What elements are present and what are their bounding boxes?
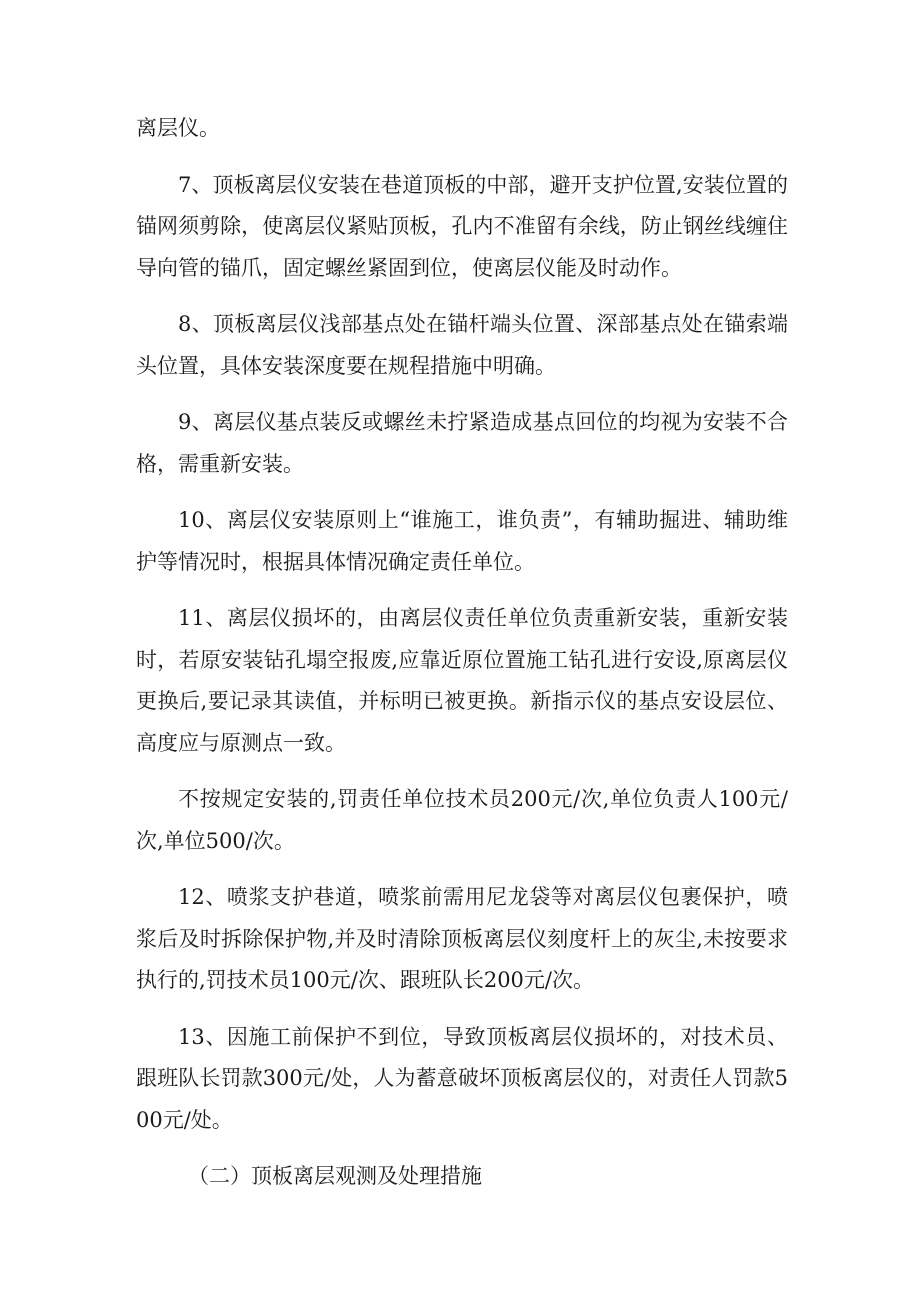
paragraph-continuation: 离层仪。 xyxy=(136,116,220,140)
paragraph-item-10: 10、离层仪安装原则上“谁施工，谁负责”，有辅助掘进、辅助维护等情况时，根据具体情况确定责任单位。 xyxy=(136,508,788,574)
document-body xyxy=(136,108,788,1198)
paragraph-item-8: 8、顶板离层仪浅部基点处在锚杆端头位置、深部基点处在锚索端头位置，具体安装深度要在规程措施中明确。 xyxy=(136,312,788,378)
section-heading: （二）顶板离层观测及处理措施 xyxy=(188,1164,482,1188)
paragraph-item-13: 13、因施工前保护不到位，导致顶板离层仪损坏的，对技术员、跟班队长罚款300元/处，人为蓄意破坏顶板离层仪的，对责任人罚款500元/处。 xyxy=(136,1024,788,1132)
paragraph-item-7: 7、顶板离层仪安装在巷道顶板的中部，避开支护位置,安装位置的锚网须剪除，使离层仪紧贴顶板，孔内不准留有余线，防止钢丝线缠住导向管的锚爪，固定螺丝紧固到位，使离层仪能及时动作。 xyxy=(136,172,788,280)
paragraph-item-9: 9、离层仪基点装反或螺丝未拧紧造成基点回位的均视为安装不合格，需重新安装。 xyxy=(136,410,788,476)
paragraph-penalty-note: 不按规定安装的,罚责任单位技术员200元/次,单位负责人100元/次,单位500/次。 xyxy=(136,787,788,853)
paragraph-item-12: 12、喷浆支护巷道，喷浆前需用尼龙袋等对离层仪包裹保护，喷浆后及时拆除保护物,并及时清除顶板离层仪刻度杆上的灰尘,未按要求执行的,罚技术员100元/次、跟班队长200元/次。 xyxy=(136,885,788,992)
paragraph-item-11: 11、离层仪损坏的，由离层仪责任单位负责重新安装，重新安装时，若原安装钻孔塌空报废,应靠近原位置施工钻孔进行安设,原离层仪更换后,要记录其读值，并标明已被更换。新指示仪的基点安设层位、高度应与原测点一致。 xyxy=(136,606,788,755)
